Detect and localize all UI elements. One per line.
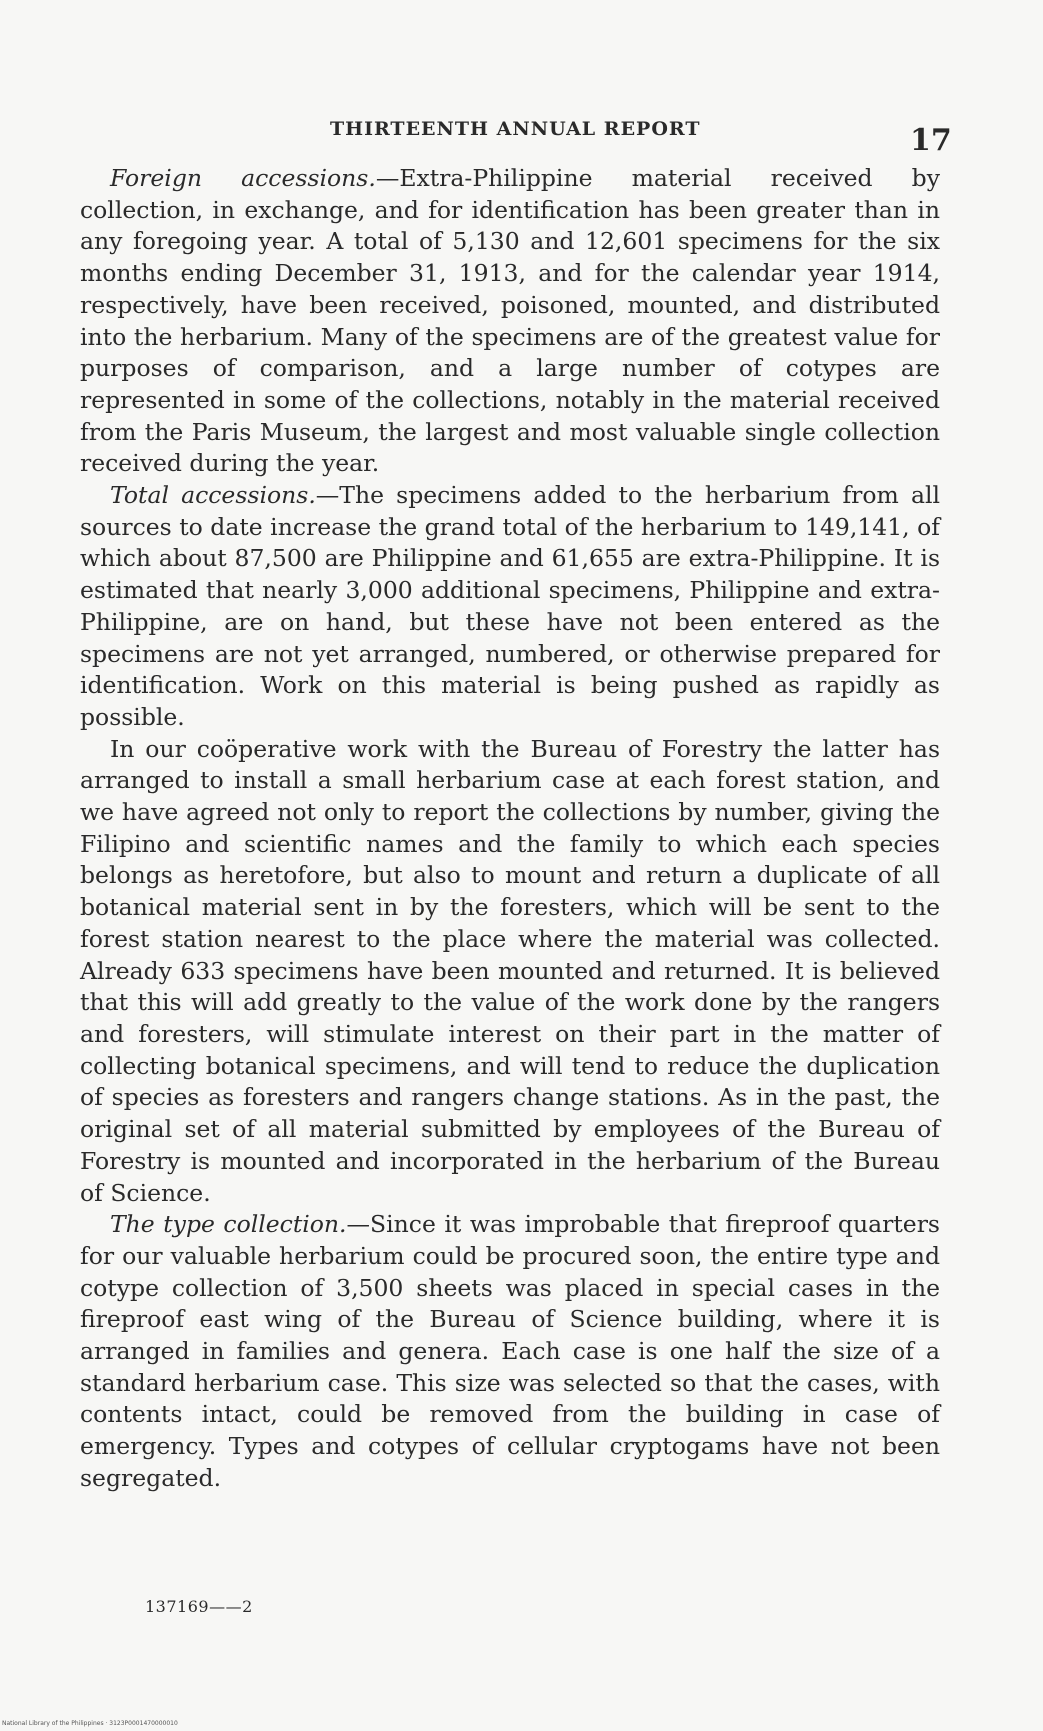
paragraph-foreign-accessions [80, 163, 940, 480]
page-number: 17 [910, 123, 952, 158]
scan-footer: National Library of the Philippines · 3123P0001470000010 [2, 1720, 178, 1727]
running-head: THIRTEENTH ANNUAL REPORT [330, 118, 701, 140]
paragraph-body: —Since it was improbable that fireproof quarters for our valuable herbarium could be procured soon, the entire type and cotype collection of 3,500 sheets was placed in special cases in the fireproof east wing of the Bureau of Science building, where it is arranged in families and genera. Each case is one half the size of a standard herbarium case. This size was selected so that the cases, with contents intact, could be removed from the building in case of emergency. Types and cotypes of cellular cryptogams have not been segregated. [80, 1210, 940, 1492]
paragraph-lead: Foreign accessions. [110, 164, 376, 192]
paragraph-body: —Extra-Philippine material received by collection, in exchange, and for identification has been greater than in any foregoing year. A total of 5,130 and 12,601 specimens for the six months ending December 31, 1913, and for the calendar year 1914, respectively, have been received, poisoned, mounted, and distributed into the herbarium. Many of the specimens are of the greatest value for purposes of comparison, and a large number of cotypes are represented in some of the collections, notably in the material received from the Paris Museum, the largest and most valuable single collection received during the year. [80, 164, 940, 478]
paragraph-lead: The type collection. [110, 1210, 347, 1239]
paragraph-cooperative-work [80, 734, 940, 1210]
paragraph-body: In our coöperative work with the Bureau of Forestry the latter has arranged to install a small herbarium case at each forest station, and we have agreed not only to report the collections by number, giving the Filipino and scientific names and the family to which each species belongs as heretofore, but also to mount and return a duplicate of all botanical material sent in by the foresters, which will be sent to the forest station nearest to the place where the material was collected. Already 633 specimens have been mounted and returned. It is believed that this will add greatly to the value of the work done by the rangers and foresters, will stimulate interest on their part in the matter of collecting botanical specimens, and will tend to reduce the duplication of species as foresters and rangers change stations. As in the past, the original set of all material submitted by employees of the Bureau of Forestry is mounted and incorporated in the herbarium of the Bureau of Science. [80, 734, 940, 1207]
body-text [80, 163, 940, 1495]
paragraph-body: —The specimens added to the herbarium from all sources to date increase the grand total of the herbarium to 149,141, of which about 87,500 are Philippine and 61,655 are extra-Philippine. It is estimated that nearly 3,000 additional specimens, Philippine and extra-Philippine, are on hand, but these have not been entered as the specimens are not yet arranged, numbered, or otherwise prepared for identification. Work on this material is being pushed as rapidly as possible. [80, 481, 940, 731]
paragraph-lead: Total accessions. [110, 481, 316, 510]
signature-mark: 137169——2 [145, 1597, 253, 1616]
paragraph-total-accessions [80, 480, 940, 734]
paragraph-type-collection [80, 1209, 940, 1494]
